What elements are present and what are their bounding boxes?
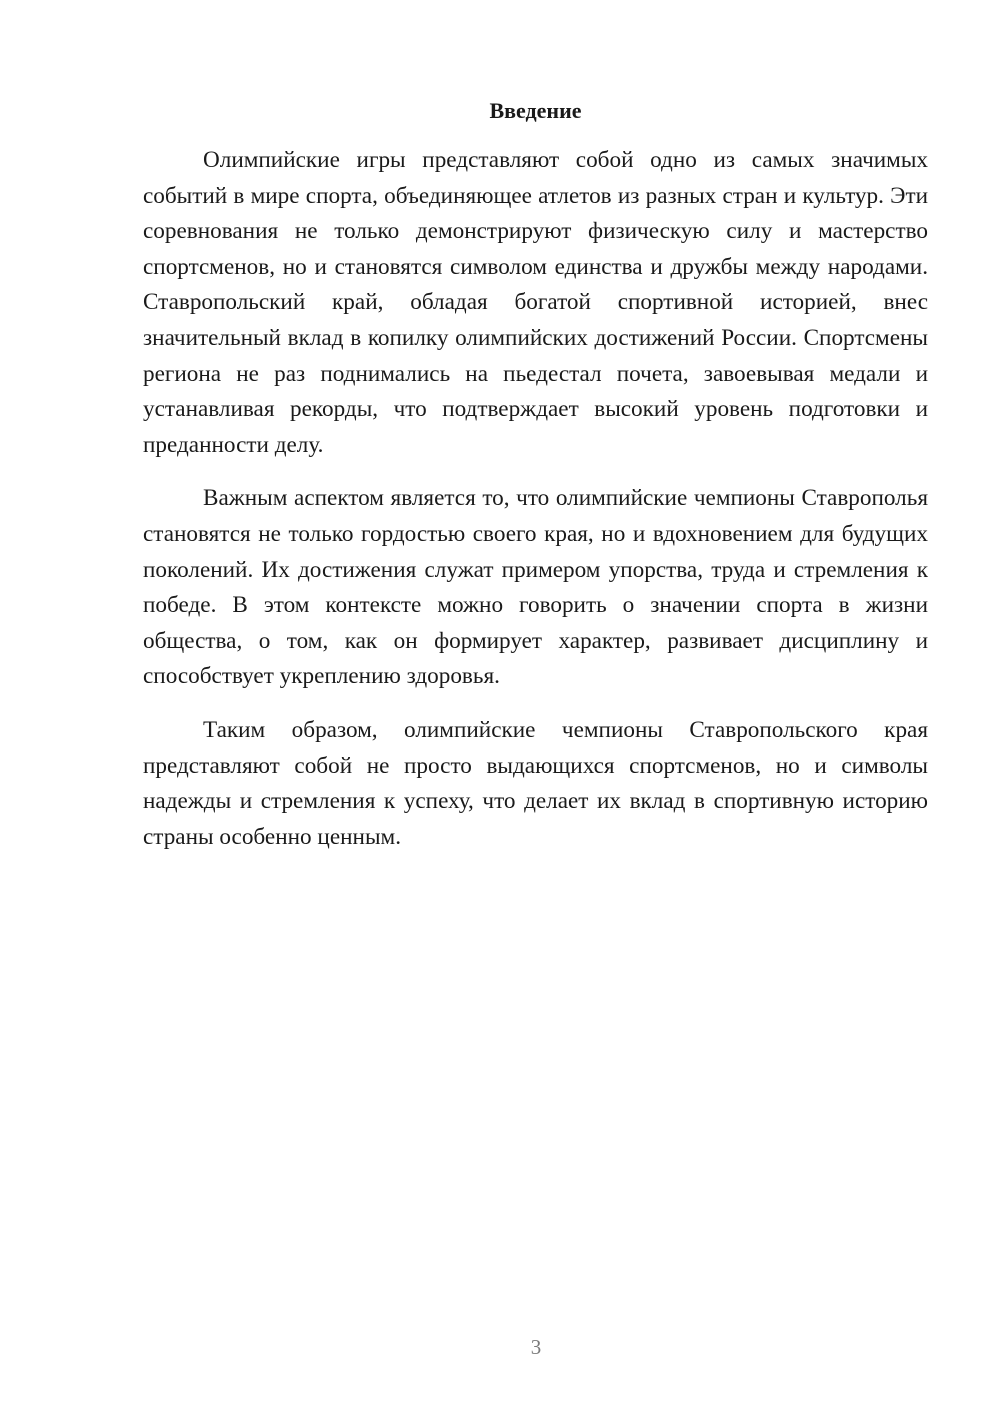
section-heading: Введение — [489, 98, 582, 123]
paragraph-3: Таким образом, олимпийские чемпионы Ставропольского края представляют собой не просто выдающихся спортсменов, но и символы надежды и стремления к успеху, что делает их вклад в спортивную историю страны особенно ценным. — [143, 716, 928, 850]
body-text — [143, 143, 928, 855]
page-number: 3 — [530, 1335, 542, 1359]
paragraph-2: Важным аспектом является то, что олимпийские чемпионы Ставрополья становятся не только гордостью своего края, но и вдохновением для будущих поколений. Их достижения служат примером упорства, труда и стремления к победе. В этом контексте можно говорить о значении спорта в жизни общества, о том, как он формирует характер, развивает дисциплину и способствует укреплению здоровья. — [143, 485, 928, 690]
paragraph-1: Олимпийские игры представляют собой одно из самых значимых событий в мире спорта, объединяющее атлетов из разных стран и культур. Эти соревнования не только демонстрируют физическую силу и мастерство спортсменов, но и становятся символом единства и дружбы между народами. Ставропольский край, обладая богатой спортивной историей, внес значительный вклад в копилку олимпийских достижений России. Спортсмены региона не раз поднимались на пьедестал почета, завоевывая медали и устанавливая рекорды, что подтверждает высокий уровень подготовки и преданности делу. — [143, 147, 928, 458]
